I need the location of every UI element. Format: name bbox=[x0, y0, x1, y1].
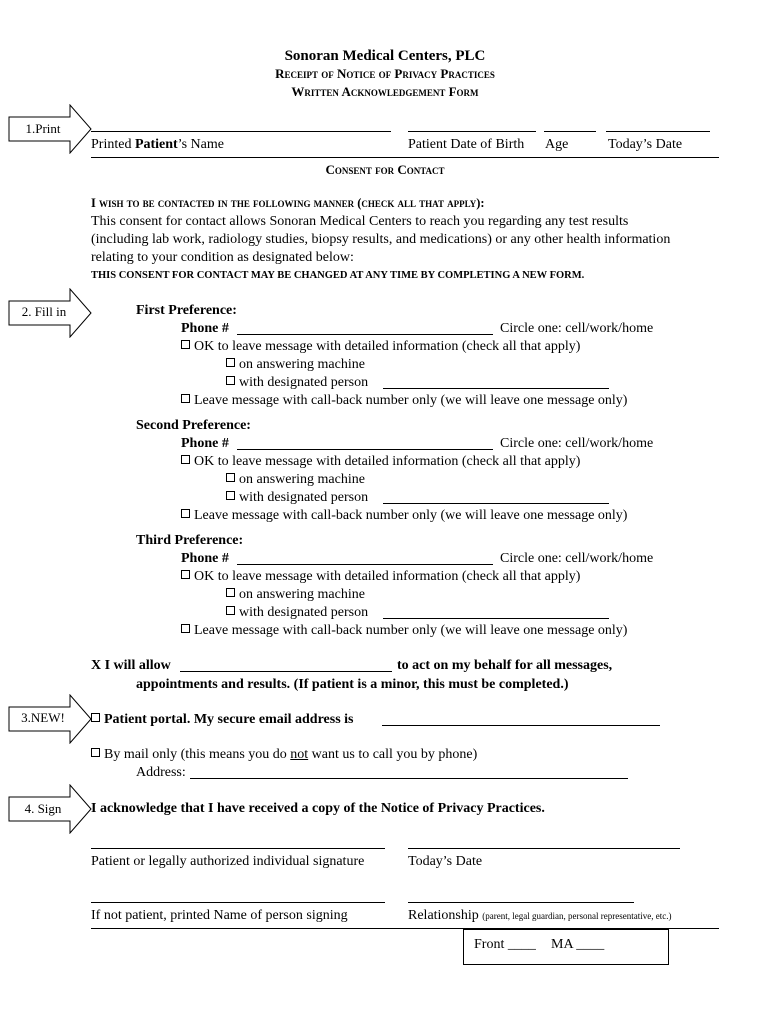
sign-date-label: Today’s Date bbox=[408, 854, 483, 869]
checkbox[interactable] bbox=[181, 340, 190, 349]
pref-1-designated-line[interactable] bbox=[383, 388, 609, 389]
dob-label: Patient Date of Birth bbox=[408, 137, 525, 152]
checkbox[interactable] bbox=[226, 473, 235, 482]
intro-line-3: relating to your condition as designated below: bbox=[91, 250, 354, 265]
patient-name-line[interactable] bbox=[91, 131, 391, 132]
ma-initials: MA ____ bbox=[551, 937, 605, 952]
checkbox[interactable] bbox=[226, 491, 235, 500]
pref-3-heading: Third Preference: bbox=[136, 533, 244, 548]
pref-1-heading: First Preference: bbox=[136, 303, 237, 318]
signature-label: Patient or legally authorized individual signature bbox=[91, 854, 365, 869]
pref-3-phone-line[interactable] bbox=[237, 564, 493, 565]
pref-2-ok: OK to leave message with detailed information (check all that apply) bbox=[181, 454, 580, 470]
age-label: Age bbox=[545, 137, 569, 152]
checkbox[interactable] bbox=[226, 358, 235, 367]
consent-heading: Consent for Contact bbox=[325, 162, 445, 177]
sign-date-line[interactable] bbox=[408, 848, 680, 849]
relationship-label: Relationship (parent, legal guardian, personal representative, etc.) bbox=[408, 908, 672, 923]
pref-2-phone-label: Phone # bbox=[181, 436, 229, 451]
pref-3-designated: with designated person bbox=[226, 605, 368, 621]
arrow-label-sign: 4. Sign bbox=[24, 801, 62, 816]
portal-option: Patient portal. My secure email address is bbox=[91, 712, 354, 728]
org-title: Sonoran Medical Centers, PLC bbox=[284, 48, 486, 64]
form-subtitle-1: Receipt of Notice of Privacy Practices bbox=[275, 66, 495, 81]
pref-3-designated-line[interactable] bbox=[383, 618, 609, 619]
allow-line-2: appointments and results. (If patient is a minor, this must be completed.) bbox=[136, 677, 569, 692]
checkbox[interactable] bbox=[181, 394, 190, 403]
intro-line-2: (including lab work, radiology studies, biopsy results, and medications) or any other health information bbox=[91, 232, 671, 247]
arrow-label-print: 1.Print bbox=[25, 121, 61, 136]
checkbox[interactable] bbox=[91, 748, 100, 757]
intro-line-1: This consent for contact allows Sonoran Medical Centers to reach you regarding any test results bbox=[91, 214, 629, 229]
pref-2-heading: Second Preference: bbox=[136, 418, 251, 433]
pref-3-ok: OK to leave message with detailed information (check all that apply) bbox=[181, 569, 580, 585]
pref-1-phone-line[interactable] bbox=[237, 334, 493, 335]
acknowledge-statement: I acknowledge that I have received a copy of the Notice of Privacy Practices. bbox=[91, 801, 545, 816]
pref-2-callback: Leave message with call-back number only (we will leave one message only) bbox=[181, 508, 627, 524]
pref-1-circle: Circle one: cell/work/home bbox=[500, 321, 654, 336]
checkbox[interactable] bbox=[181, 570, 190, 579]
arrow-label-fill-in: 2. Fill in bbox=[21, 304, 67, 319]
divider bbox=[91, 157, 719, 158]
form-subtitle-2: Written Acknowledgement Form bbox=[291, 84, 479, 99]
pref-1-callback: Leave message with call-back number only (we will leave one message only) bbox=[181, 393, 627, 409]
relationship-line[interactable] bbox=[408, 902, 634, 903]
pref-1-designated: with designated person bbox=[226, 375, 368, 391]
pref-1-machine: on answering machine bbox=[226, 357, 365, 373]
pref-3-phone-label: Phone # bbox=[181, 551, 229, 566]
checkbox[interactable] bbox=[226, 376, 235, 385]
printed-name-label: Printed Patient’s Name bbox=[91, 137, 224, 152]
printed-signer-label: If not patient, printed Name of person signing bbox=[91, 908, 348, 923]
checkbox[interactable] bbox=[181, 624, 190, 633]
checkbox[interactable] bbox=[91, 713, 100, 722]
wish-heading: I wish to be contacted in the following manner (check all that apply): bbox=[91, 196, 485, 210]
checkbox[interactable] bbox=[181, 509, 190, 518]
address-label: Address: bbox=[136, 765, 186, 780]
pref-3-machine: on answering machine bbox=[226, 587, 365, 603]
pref-2-phone-line[interactable] bbox=[237, 449, 493, 450]
checkbox[interactable] bbox=[181, 455, 190, 464]
pref-2-machine: on answering machine bbox=[226, 472, 365, 488]
allow-prefix: X I will allow bbox=[91, 658, 171, 673]
todays-date-line[interactable] bbox=[606, 131, 710, 132]
pref-2-designated: with designated person bbox=[226, 490, 368, 506]
checkbox[interactable] bbox=[226, 588, 235, 597]
address-line[interactable] bbox=[190, 778, 628, 779]
checkbox[interactable] bbox=[226, 606, 235, 615]
signature-line[interactable] bbox=[91, 848, 385, 849]
arrow-label-new: 3.NEW! bbox=[21, 710, 65, 725]
pref-3-callback: Leave message with call-back number only (we will leave one message only) bbox=[181, 623, 627, 639]
pref-2-circle: Circle one: cell/work/home bbox=[500, 436, 654, 451]
allow-name-line[interactable] bbox=[180, 671, 392, 672]
pref-3-circle: Circle one: cell/work/home bbox=[500, 551, 654, 566]
pref-2-designated-line[interactable] bbox=[383, 503, 609, 504]
dob-line[interactable] bbox=[408, 131, 536, 132]
mail-option: By mail only (this means you do not want us to call you by phone) bbox=[91, 747, 477, 763]
today-label: Today’s Date bbox=[608, 137, 683, 152]
email-line[interactable] bbox=[382, 725, 660, 726]
pref-1-phone-label: Phone # bbox=[181, 321, 229, 336]
allow-suffix: to act on my behalf for all messages, bbox=[397, 658, 613, 673]
front-initials: Front ____ bbox=[474, 937, 536, 952]
printed-signer-line[interactable] bbox=[91, 902, 385, 903]
pref-1-ok: OK to leave message with detailed information (check all that apply) bbox=[181, 339, 580, 355]
change-notice: THIS CONSENT FOR CONTACT MAY BE CHANGED AT ANY TIME BY COMPLETING A NEW FORM. bbox=[91, 270, 585, 281]
age-line[interactable] bbox=[544, 131, 596, 132]
